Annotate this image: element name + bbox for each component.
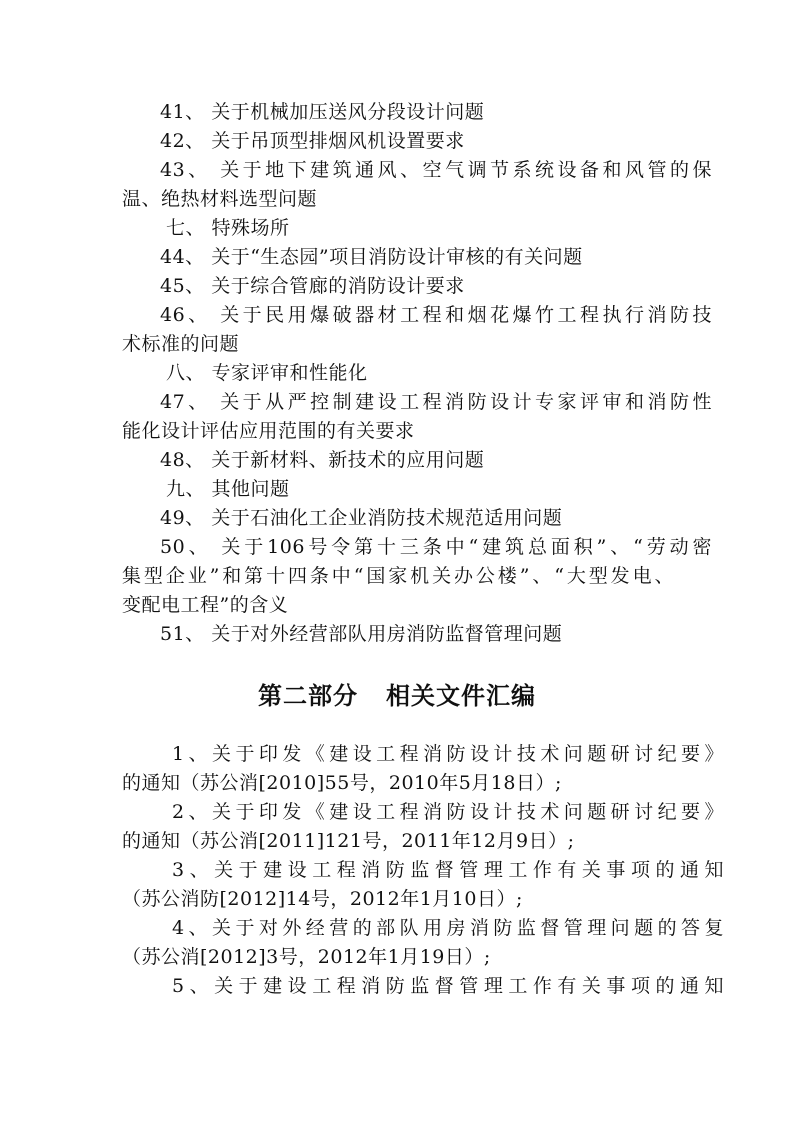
file-item-2: 2、关于印发《建设工程消防设计技术问题研讨纪要》 xyxy=(172,801,724,823)
toc-item-50: 50、 关于106号令第十三条中“建筑总面积”、“劳动密 xyxy=(160,536,712,558)
section-heading-expert-review: 八、 专家评审和性能化 xyxy=(166,362,368,384)
file-item-3: 3、关于建设工程消防监督管理工作有关事项的通知 xyxy=(172,859,724,881)
toc-item-42: 42、 关于吊顶型排烟风机设置要求 xyxy=(160,130,465,152)
section-heading-other-issues: 九、 其他问题 xyxy=(166,478,290,500)
file-item-2-continued: 的通知（苏公消[2011]121号，2011年12月9日）; xyxy=(122,830,575,852)
toc-item-48: 48、 关于新材料、新技术的应用问题 xyxy=(160,449,485,471)
file-item-1-continued: 的通知（苏公消[2010]55号，2010年5月18日）; xyxy=(122,772,562,794)
toc-item-41: 41、 关于机械加压送风分段设计问题 xyxy=(160,101,485,123)
toc-item-43: 43、 关于地下建筑通风、空气调节系统设备和风管的保 xyxy=(160,159,712,181)
toc-item-50-continued-2: 变配电工程”的含义 xyxy=(122,594,289,616)
file-item-4-continued: （苏公消[2012]3号，2012年1月19日）; xyxy=(122,946,491,968)
file-item-1: 1、关于印发《建设工程消防设计技术问题研讨纪要》 xyxy=(172,743,724,765)
file-item-5: 5、关于建设工程消防监督管理工作有关事项的通知 xyxy=(172,975,724,997)
toc-item-50-continued: 集型企业”和第十四条中“国家机关办公楼”、“大型发电、 xyxy=(122,565,674,587)
toc-item-46-continued: 术标准的问题 xyxy=(122,333,240,355)
file-item-3-continued: （苏公消防[2012]14号，2012年1月10日）; xyxy=(122,888,523,910)
section-heading-special-venues: 七、 特殊场所 xyxy=(166,217,290,239)
part-two-heading: 第二部分 相关文件汇编 xyxy=(257,682,537,710)
toc-item-46: 46、 关于民用爆破器材工程和烟花爆竹工程执行消防技 xyxy=(160,304,712,326)
toc-item-45: 45、 关于综合管廊的消防设计要求 xyxy=(160,275,465,297)
toc-item-47-continued: 能化设计评估应用范围的有关要求 xyxy=(122,420,415,442)
toc-item-47: 47、 关于从严控制建设工程消防设计专家评审和消防性 xyxy=(160,391,712,413)
toc-item-49: 49、 关于石油化工企业消防技术规范适用问题 xyxy=(160,507,563,529)
file-item-4: 4、关于对外经营的部队用房消防监督管理问题的答复 xyxy=(172,917,724,939)
toc-item-44: 44、 关于“生态园”项目消防设计审核的有关问题 xyxy=(160,246,583,268)
toc-item-51: 51、 关于对外经营部队用房消防监督管理问题 xyxy=(160,623,563,645)
toc-item-43-continued: 温、绝热材料选型问题 xyxy=(122,188,318,210)
